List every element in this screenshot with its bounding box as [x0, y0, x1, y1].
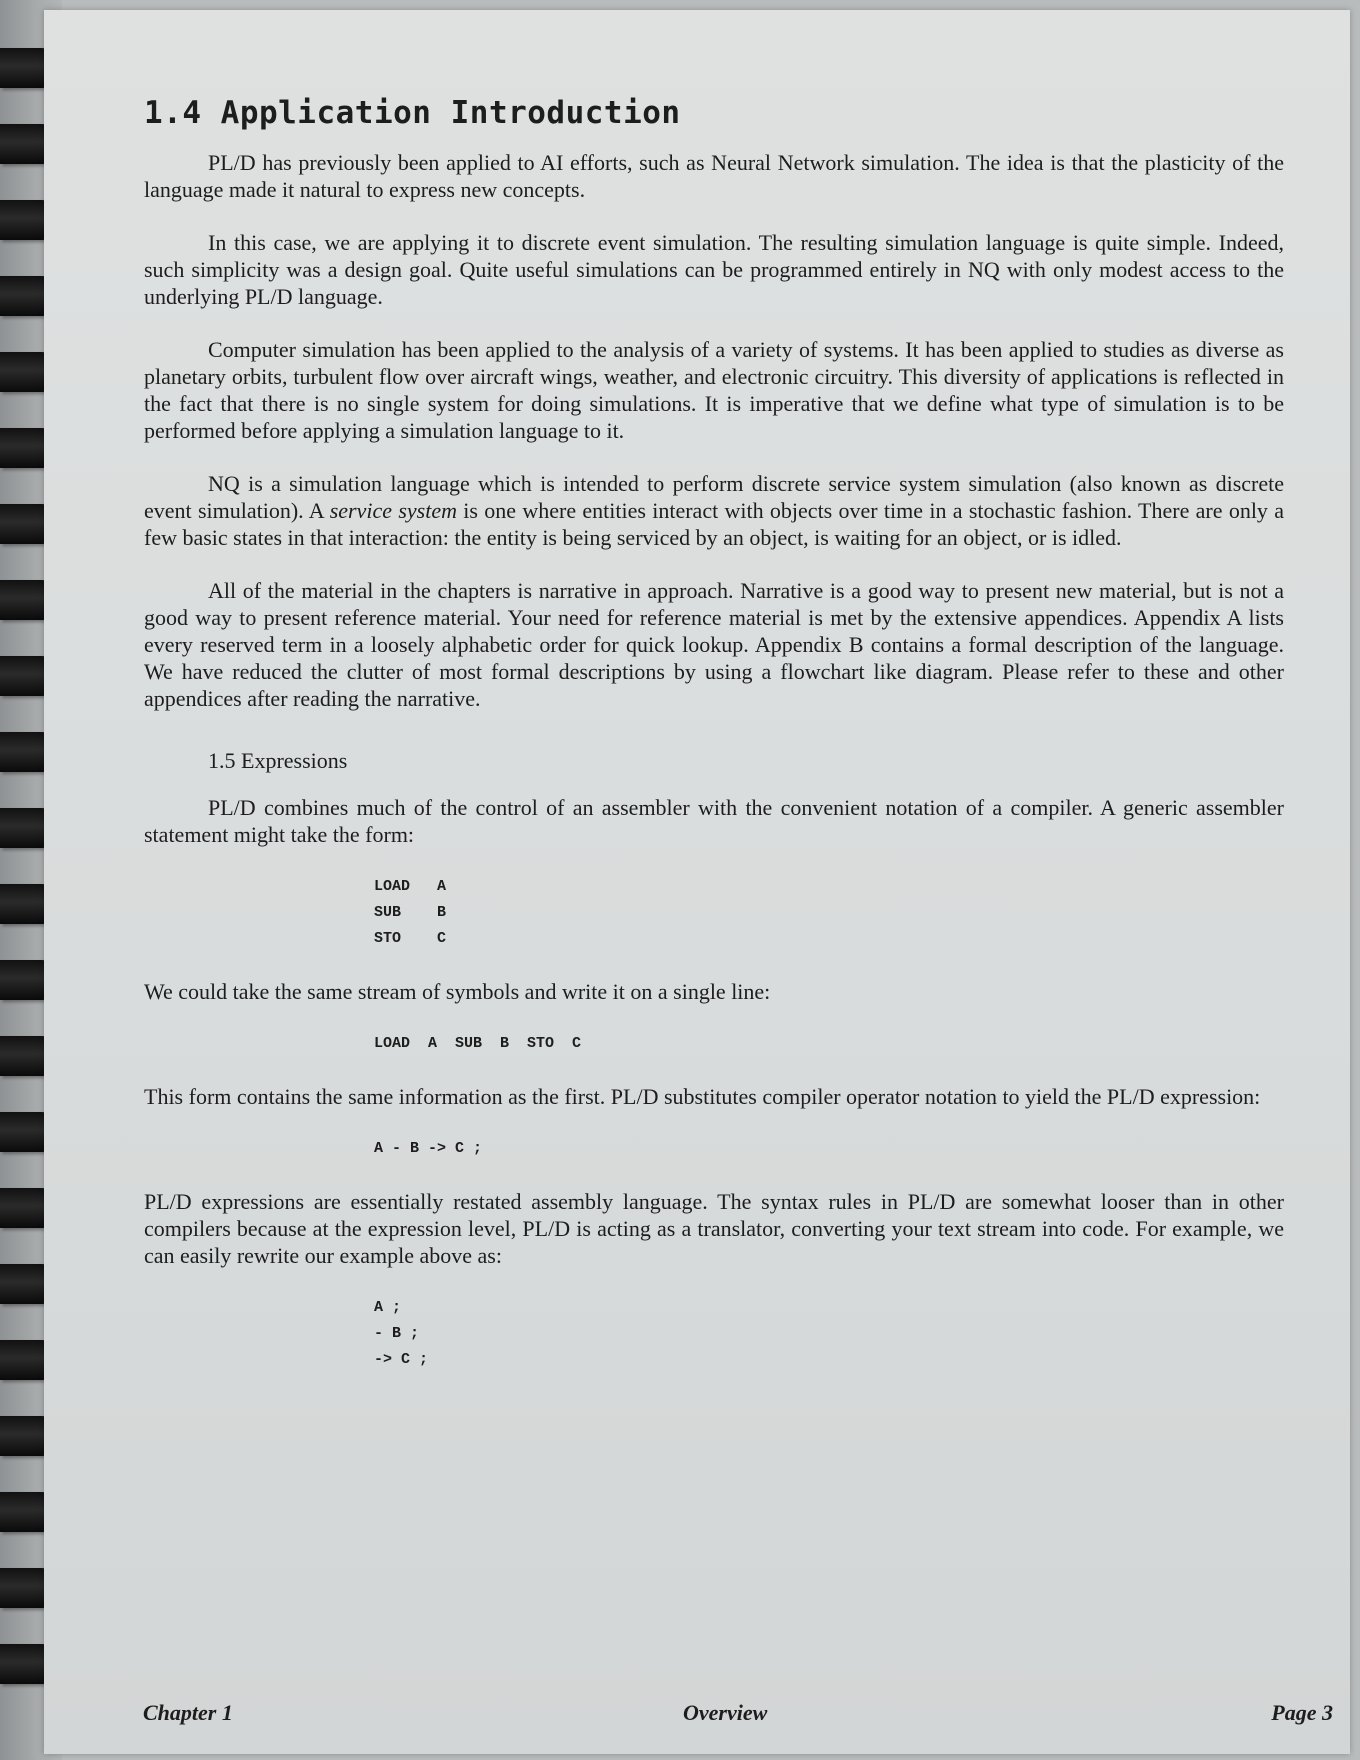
code-line: SUB B [374, 904, 447, 921]
document-page [44, 10, 1350, 1754]
code-line: A - B -> C ; [374, 1140, 483, 1157]
page-content [144, 95, 1284, 1399]
paragraph-computer-simulation: Computer simulation has been applied to the analysis of a variety of systems. It has been applied to studies as diverse as planetary orbits, turbulent flow over aircraft wings, weather, and electronic circuitry. This diversity of applications is reflected in the fact that there is no single system for doing simulations. It is imperative that we define what type of simulation is to be performed before applying a simulation language to it. [144, 337, 1284, 443]
paragraph-nq-text-a: NQ is a simulation language which is intended to perform discrete service system simulation (also known as discrete event simulation). A [144, 471, 1284, 523]
footer-page-number: Page 3 [1271, 1700, 1333, 1725]
paragraph-single-line: We could take the same stream of symbols and write it on a single line: [144, 979, 771, 1004]
paragraph-nq-definition [144, 470, 1284, 551]
subsection-heading: 1.5 Expressions [208, 748, 348, 773]
code-line: LOAD A [374, 878, 447, 895]
footer-title: Overview [683, 1700, 768, 1725]
section-heading: 1.4 Application Introduction [144, 95, 681, 131]
paragraph-expressions-intro: PL/D combines much of the control of an assembler with the convenient notation of a compiler. A generic assembler statement might take the form: [144, 795, 1284, 847]
service-system-term: service system [329, 498, 457, 523]
code-block-assembler [374, 874, 1284, 952]
footer-chapter: Chapter 1 [143, 1700, 233, 1725]
code-block-single-line [374, 1031, 1284, 1057]
paragraph-discrete-event: In this case, we are applying it to discrete event simulation. The resulting simulation language is quite simple. Indeed, such simplicity was a design goal. Quite useful simulations can be programmed entirely in NQ with only modest access to the underlying PL/D language. [144, 230, 1284, 309]
code-block-expression [374, 1136, 1284, 1162]
code-line: -> C ; [374, 1351, 429, 1368]
paragraph-restated-assembly: PL/D expressions are essentially restated assembly language. The syntax rules in PL/D are somewhat looser than in other compilers because at the expression level, PL/D is acting as a translator, converting your text stream into code. For example, we can easily rewrite our example above as: [144, 1189, 1284, 1268]
code-line: - B ; [374, 1325, 420, 1342]
paragraph-intro: PL/D has previously been applied to AI efforts, such as Neural Network simulation. The idea is that the plasticity of the language made it natural to express new concepts. [144, 150, 1284, 202]
paragraph-nq-text-b: is one where entities interact with objects over time in a stochastic fashion. There are only a few basic states in that interaction: the entity is being serviced by an object, is waiting for an object, or is idled. [144, 498, 1284, 550]
code-line: STO C [374, 930, 447, 947]
paragraph-operator-notation: This form contains the same information as the first. PL/D substitutes compiler operator notation to yield the PL/D expression: [144, 1084, 1261, 1109]
paragraph-narrative: All of the material in the chapters is narrative in approach. Narrative is a good way to present new material, but is not a good way to present reference material. Your need for reference material is met by the extensive appendices. Appendix A lists every reserved term in a loosely alphabetic order for quick lookup. Appendix B contains a formal description of the language. We have reduced the clutter of most formal descriptions by using a flowchart like diagram. Please refer to these and other appendices after reading the narrative. [144, 578, 1284, 711]
code-block-rewrite [374, 1295, 1284, 1373]
code-line: A ; [374, 1299, 402, 1316]
code-line: LOAD A SUB B STO C [374, 1035, 582, 1052]
